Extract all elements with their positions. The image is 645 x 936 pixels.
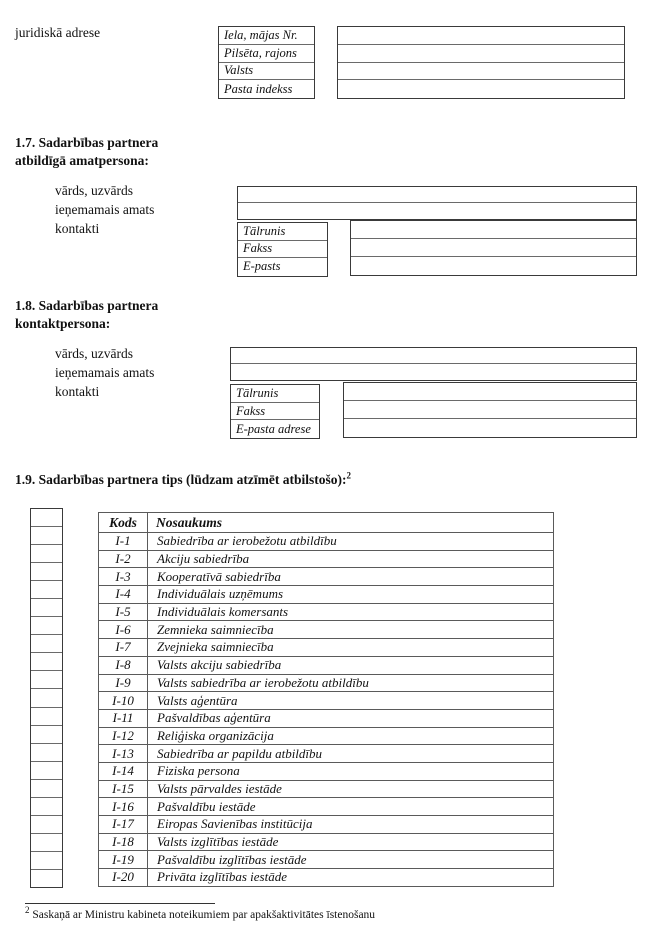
type-name: Individuālais uzņēmums	[148, 586, 554, 604]
section-1-8-row-labels	[55, 344, 154, 401]
type-code: I-17	[99, 816, 148, 834]
table-row	[99, 762, 554, 780]
name-header: Nosaukums	[148, 513, 554, 533]
section-1-7-contact-value-table	[350, 220, 637, 276]
phone-label: Tālrunis	[231, 385, 319, 403]
table-row	[99, 798, 554, 816]
type-checkbox[interactable]	[31, 798, 62, 816]
address-field-label: Valsts	[219, 63, 314, 81]
name-input[interactable]	[231, 348, 636, 364]
section-1-8-heading	[15, 297, 158, 333]
type-name: Pašvaldības aģentūra	[148, 709, 554, 727]
type-code: I-16	[99, 798, 148, 816]
type-name: Valsts aģentūra	[148, 692, 554, 710]
type-checkbox[interactable]	[31, 708, 62, 726]
phone-input[interactable]	[351, 221, 636, 239]
type-code: I-9	[99, 674, 148, 692]
email-input[interactable]	[344, 419, 636, 437]
type-code: I-2	[99, 550, 148, 568]
type-checkbox-column	[30, 508, 63, 888]
fax-label: Fakss	[231, 403, 319, 421]
type-checkbox[interactable]	[31, 744, 62, 762]
type-checkbox[interactable]	[31, 599, 62, 617]
type-code: I-1	[99, 533, 148, 551]
fax-input[interactable]	[351, 239, 636, 257]
type-name: Sabiedrība ar ierobežotu atbildību	[148, 533, 554, 551]
type-checkbox[interactable]	[31, 780, 62, 798]
type-code: I-4	[99, 586, 148, 604]
type-name: Pašvaldību izglītības iestāde	[148, 851, 554, 869]
table-row	[99, 692, 554, 710]
type-code: I-6	[99, 621, 148, 639]
fax-input[interactable]	[344, 401, 636, 419]
email-input[interactable]	[351, 257, 636, 275]
section-1-7-contact-key-table	[237, 222, 328, 277]
street-input[interactable]	[338, 27, 624, 45]
type-checkbox[interactable]	[31, 689, 62, 707]
type-checkbox[interactable]	[31, 581, 62, 599]
table-row	[99, 656, 554, 674]
table-row	[99, 639, 554, 657]
section-1-7-heading-line1: 1.7. Sadarbības partnera	[15, 135, 159, 150]
section-1-8-contact-value-table	[343, 382, 637, 438]
email-label: E-pasts	[243, 259, 281, 274]
table-row	[99, 745, 554, 763]
type-code: I-7	[99, 639, 148, 657]
position-input[interactable]	[238, 203, 636, 219]
type-name: Zvejnieka saimniecība	[148, 639, 554, 657]
legal-address-label: juridiskā adrese	[15, 25, 101, 40]
legal-address-key-table	[218, 26, 315, 99]
phone-label: Tālrunis	[238, 223, 327, 241]
type-code: I-5	[99, 603, 148, 621]
table-row	[99, 533, 554, 551]
code-header: Kods	[99, 513, 148, 533]
table-row	[99, 568, 554, 586]
name-input[interactable]	[238, 187, 636, 203]
type-name: Akciju sabiedrība	[148, 550, 554, 568]
type-name: Individuālais komersants	[148, 603, 554, 621]
position-input[interactable]	[231, 364, 636, 380]
type-name: Valsts akciju sabiedrība	[148, 656, 554, 674]
type-checkbox[interactable]	[31, 834, 62, 852]
type-name: Sabiedrība ar papildu atbildību	[148, 745, 554, 763]
type-name: Valsts izglītības iestāde	[148, 833, 554, 851]
table-row	[99, 709, 554, 727]
contacts-label: kontakti	[55, 221, 100, 236]
address-field-label: Pasta indekss	[224, 81, 293, 96]
section-1-7-row-labels	[55, 181, 154, 238]
type-code: I-11	[99, 709, 148, 727]
section-1-7-name-box	[237, 186, 637, 220]
contacts-label: kontakti	[55, 384, 100, 399]
section-1-8-heading-line2: kontaktpersona:	[15, 316, 111, 331]
type-name: Kooperatīvā sabiedrība	[148, 568, 554, 586]
table-row	[99, 851, 554, 869]
type-checkbox[interactable]	[31, 816, 62, 834]
type-checkbox[interactable]	[31, 852, 62, 870]
type-code: I-12	[99, 727, 148, 745]
type-checkbox[interactable]	[31, 671, 62, 689]
phone-input[interactable]	[344, 383, 636, 401]
section-1-9-heading	[15, 471, 351, 489]
city-input[interactable]	[338, 45, 624, 63]
type-code: I-18	[99, 833, 148, 851]
table-row	[99, 586, 554, 604]
type-name: Eiropas Savienības institūcija	[148, 816, 554, 834]
name-label: vārds, uzvārds	[55, 346, 133, 361]
table-row	[99, 603, 554, 621]
type-name: Reliģiska organizācija	[148, 727, 554, 745]
section-1-8-contact-key-table	[230, 384, 320, 439]
country-input[interactable]	[338, 63, 624, 81]
type-name: Valsts pārvaldes iestāde	[148, 780, 554, 798]
type-code: I-19	[99, 851, 148, 869]
section-1-8-name-box	[230, 347, 637, 381]
type-checkbox[interactable]	[31, 635, 62, 653]
type-code: I-13	[99, 745, 148, 763]
position-label: ieņemamais amats	[55, 202, 155, 217]
type-checkbox[interactable]	[31, 509, 62, 527]
type-name: Fiziska persona	[148, 762, 554, 780]
type-code: I-8	[99, 656, 148, 674]
section-1-8-heading-line1: 1.8. Sadarbības partnera	[15, 298, 159, 313]
address-field-label: Iela, mājas Nr.	[219, 27, 314, 45]
footnote-text: Saskaņā ar Ministru kabineta noteikumiem par apakšaktivitātes īstenošanu	[32, 909, 376, 921]
type-checkbox[interactable]	[31, 726, 62, 744]
type-code: I-3	[99, 568, 148, 586]
type-name: Valsts sabiedrība ar ierobežotu atbildību	[148, 674, 554, 692]
table-header-row	[99, 513, 554, 533]
partner-type-table	[98, 512, 554, 887]
address-field-label: Pilsēta, rajons	[219, 45, 314, 63]
table-row	[99, 550, 554, 568]
table-row	[99, 833, 554, 851]
type-checkbox[interactable]	[31, 527, 62, 545]
type-name: Zemnieka saimniecība	[148, 621, 554, 639]
type-checkbox[interactable]	[31, 762, 62, 780]
section-1-7-heading-line2: atbildīgā amatpersona:	[15, 153, 149, 168]
fax-label: Fakss	[238, 241, 327, 259]
position-label: ieņemamais amats	[55, 365, 155, 380]
type-checkbox[interactable]	[31, 545, 62, 563]
type-name: Privāta izglītības iestāde	[148, 869, 554, 887]
footnote-ref: 2	[346, 470, 351, 481]
table-row	[99, 780, 554, 798]
table-row	[99, 816, 554, 834]
type-code: I-14	[99, 762, 148, 780]
type-code: I-10	[99, 692, 148, 710]
section-1-9-heading-text: 1.9. Sadarbības partnera tips (lūdzam atzīmēt atbilstošo):	[15, 472, 347, 487]
type-name: Pašvaldību iestāde	[148, 798, 554, 816]
type-checkbox[interactable]	[31, 617, 62, 635]
postal-code-input[interactable]	[338, 80, 624, 98]
name-label: vārds, uzvārds	[55, 183, 133, 198]
email-label: E-pasta adrese	[236, 421, 311, 436]
table-row	[99, 674, 554, 692]
type-checkbox[interactable]	[31, 870, 62, 887]
section-1-7-heading	[15, 134, 158, 170]
legal-address-value-table	[337, 26, 625, 99]
type-code: I-15	[99, 780, 148, 798]
type-checkbox[interactable]	[31, 563, 62, 581]
type-code: I-20	[99, 869, 148, 887]
footnote	[25, 905, 376, 921]
table-row	[99, 621, 554, 639]
table-row	[99, 727, 554, 745]
table-row	[99, 869, 554, 887]
footnote-divider	[25, 903, 215, 904]
footnote-ref: 2	[25, 905, 30, 916]
type-checkbox[interactable]	[31, 653, 62, 671]
